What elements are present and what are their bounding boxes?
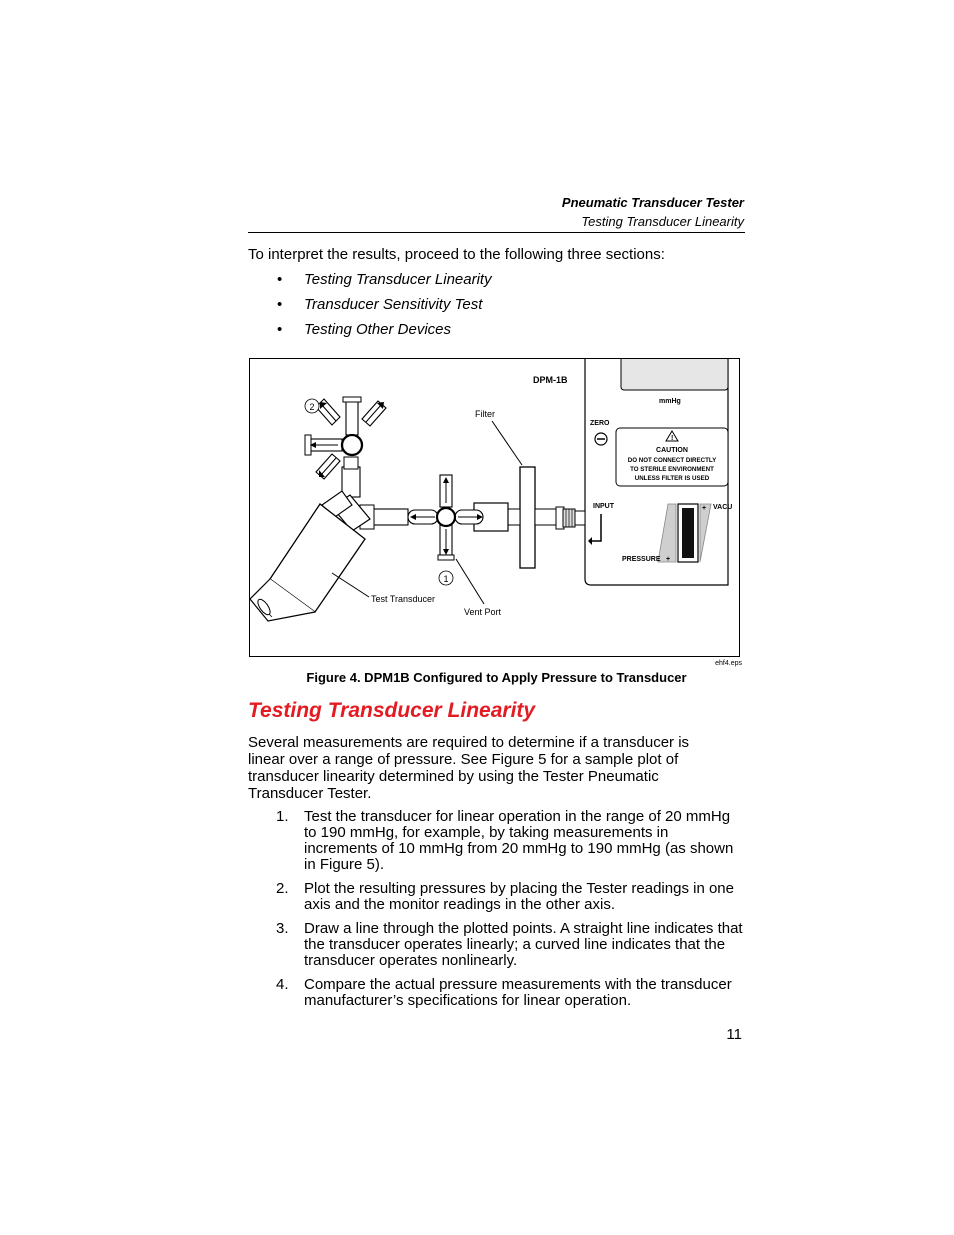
step-text: Test the transducer for linear operation in the range of 20 mmHg to 190 mmHg, for example, by taking measurements in increments of 10 mmHg from 20 mmHg to 190 mmHg (as shown in Figure 5). bbox=[304, 808, 734, 873]
list-item-label: Transducer Sensitivity Test bbox=[304, 296, 483, 313]
svg-text:!: ! bbox=[671, 435, 674, 442]
step-number: 3. bbox=[276, 920, 289, 937]
plus-mark-bottom: + bbox=[666, 556, 671, 563]
stopcock-1 bbox=[437, 508, 455, 526]
zero-label: ZERO bbox=[590, 420, 610, 427]
plus-mark-top: + bbox=[702, 505, 707, 512]
filter-label: Filter bbox=[475, 409, 495, 419]
stopcock-2 bbox=[342, 435, 362, 455]
callout-2-label: 2 bbox=[309, 402, 315, 412]
list-item bbox=[248, 977, 745, 1017]
list-item bbox=[248, 881, 745, 921]
list-item bbox=[248, 295, 492, 320]
step-number: 2. bbox=[276, 880, 289, 897]
input-label: INPUT bbox=[593, 503, 614, 510]
intro-text: To interpret the results, proceed to the following three sections: bbox=[248, 246, 665, 263]
vacuum-label: VACU bbox=[713, 504, 733, 511]
list-item bbox=[248, 809, 745, 881]
step-text: Plot the resulting pressures by placing the Tester readings in one axis and the monitor readings in the other axis. bbox=[304, 880, 734, 913]
step-number: 1. bbox=[276, 808, 289, 825]
list-item-label: Testing Other Devices bbox=[304, 321, 452, 338]
header-rule bbox=[248, 232, 745, 233]
transducer-leader-line bbox=[332, 573, 369, 597]
running-header-subtitle: Testing Transducer Linearity bbox=[581, 214, 744, 229]
vent-port-label: Vent Port bbox=[464, 607, 502, 617]
bullet-icon: • bbox=[277, 321, 283, 338]
pressure-bar-scale bbox=[658, 504, 676, 562]
step-text: Draw a line through the plotted points. A straight line indicates that the transducer operates linearly; a curved line indicates that the transducer operates nonlinearly. bbox=[304, 920, 743, 969]
caution-line-3: UNLESS FILTER IS USED bbox=[634, 475, 710, 482]
section-heading: Testing Transducer Linearity bbox=[248, 699, 536, 722]
caution-line-1: DO NOT CONNECT DIRECTLY bbox=[627, 457, 717, 464]
vent-port-leader-line bbox=[456, 559, 484, 604]
display-window bbox=[621, 359, 728, 390]
procedure-steps bbox=[248, 809, 745, 1017]
bar-graph-fill bbox=[682, 508, 694, 558]
figure-caption: Figure 4. DPM1B Configured to Apply Pressure to Transducer bbox=[306, 670, 687, 685]
vacuum-bar-scale bbox=[700, 504, 711, 562]
step-text: Compare the actual pressure measurements with the transducer manufacturer’s specifications for linear operation. bbox=[304, 976, 732, 1009]
figure-4-diagram bbox=[249, 358, 740, 657]
section-links-list bbox=[248, 270, 492, 345]
device-label: DPM-1B bbox=[533, 375, 568, 385]
list-item-label: Testing Transducer Linearity bbox=[304, 271, 492, 288]
caution-title: CAUTION bbox=[656, 447, 688, 454]
bullet-icon: • bbox=[277, 296, 283, 313]
pressure-label: PRESSURE bbox=[622, 556, 661, 563]
filter-leader-line bbox=[492, 421, 522, 465]
bullet-icon: • bbox=[277, 271, 283, 288]
page-number: 11 bbox=[726, 1026, 742, 1043]
test-transducer-label: Test Transducer bbox=[371, 594, 436, 604]
figure-drawing bbox=[250, 359, 740, 657]
step-number: 4. bbox=[276, 976, 289, 993]
list-item bbox=[248, 320, 492, 345]
units-label: mmHg bbox=[659, 398, 681, 405]
filter-disc bbox=[520, 467, 535, 568]
running-header-title: Pneumatic Transducer Tester bbox=[561, 195, 744, 210]
section-paragraph: Several measurements are required to determine if a transducer is linear over a range of pressure. See Figure 5 for a sample plot of transducer linearity determined by using the Tester Pneumatic Transducer Tester. bbox=[248, 734, 690, 802]
caution-line-2: TO STERILE ENVIRONMENT bbox=[630, 466, 714, 473]
list-item bbox=[248, 921, 745, 977]
input-arrow-icon bbox=[592, 514, 601, 541]
callout-1-label: 1 bbox=[443, 574, 449, 584]
figure-filename: ehf4.eps bbox=[715, 660, 742, 667]
list-item bbox=[248, 270, 492, 295]
